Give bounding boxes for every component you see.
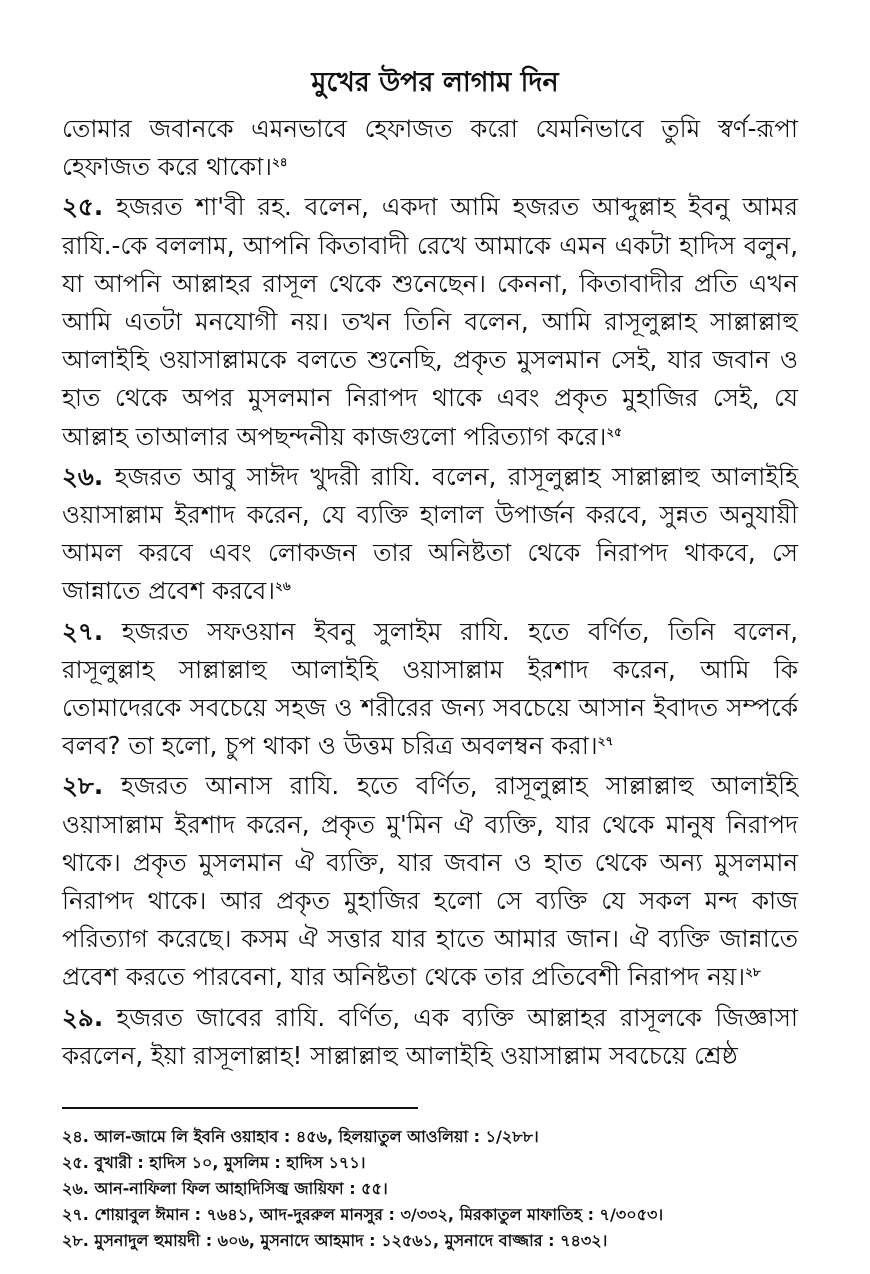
paragraph bbox=[62, 188, 798, 455]
paragraph-number: ২৮. bbox=[62, 771, 104, 801]
footnotes bbox=[62, 1124, 852, 1254]
footnote: ২৭. শোয়াবুল ঈমান : ৭৬৪১, আদ-দুররুল মানসুর : ৩/৩৩২, মিরকাতুল মাফাতিহ : ৭/৩০৫৩। bbox=[62, 1205, 664, 1224]
paragraph bbox=[62, 110, 798, 186]
footnote: ২৮. মুসনাদুল হুমায়দী : ৬০৬, মুসনাদে আহমাদ : ১২৫৬১, মুসনাদে বাজ্জার : ৭৪৩২। bbox=[62, 1231, 608, 1250]
footnote: ২৪. আল-জামে লি ইবনি ওয়াহাব : ৪৫৬, হিলয়াতুল আওলিয়া : ১/২৮৮। bbox=[62, 1127, 539, 1146]
paragraph-text: হজরত শা'বী রহ. বলেন, একদা আমি হজরত আব্দুল্লাহ ইবনু আমর রাযি.-কে বললাম, আপনি কিতাবাদী রেখে আমাকে এমন একটা হাদিস বলুন, যা আপনি আল্লাহর রাসূল থেকে শুনেছেন। কেননা, কিতাবাদীর প্রতি এখন আমি এতটা মনযোগী নয়। তখন তিনি বলেন, আমি রাসূলুল্লাহ সাল্লাল্লাহু আলাইহি ওয়াসাল্লামকে বলতে শুনেছি, প্রকৃত মুসলমান সেই, যার জবান ও হাত থেকে অপর মুসলমান নিরাপদ থাকে এবং প্রকৃত মুহাজির সেই, যে আল্লাহ তাআলার অপছন্দনীয় কাজগুলো পরিত্যাগ করে। bbox=[62, 192, 798, 451]
main-text bbox=[62, 110, 798, 1077]
footnote-ref[interactable]: ২৮ bbox=[745, 965, 761, 980]
paragraph bbox=[62, 458, 798, 611]
paragraph-text: হজরত আবু সাঈদ খুদরী রাযি. বলেন, রাসূলুল্লাহ সাল্লাল্লাহু আলাইহি ওয়াসাল্লাম ইরশাদ করেন, যে ব্যক্তি হালাল উপার্জন করবে, সুন্নত অনুযায়ী আমল করবে এবং লোকজন তার অনিষ্টতা থেকে নিরাপদ থাকবে, সে জান্নাতে প্রবেশ করবে। bbox=[62, 461, 798, 606]
paragraph-text: হজরত সফওয়ান ইবনু সুলাইম রাযি. হতে বর্ণিত, তিনি বলেন, রাসূলুল্লাহ সাল্লাল্লাহু আলাইহি ওয়াসাল্লাম ইরশাদ করেন, আমি কি তোমাদেরকে সবচেয়ে সহজ ও শরীরের জন্য সবচেয়ে আসান ইবাদত সম্পর্কে বলব? তা হলো, চুপ থাকা ও উত্তম চরিত্র অবলম্বন করা। bbox=[62, 616, 798, 761]
paragraph bbox=[62, 767, 798, 996]
footnote-ref[interactable]: ২৬ bbox=[275, 579, 291, 594]
paragraph-number: ২৬. bbox=[62, 461, 104, 491]
paragraph-text: হজরত জাবের রাযি. বর্ণিত, এক ব্যক্তি আল্লাহর রাসূলকে জিজ্ঞাসা করলেন, ইয়া রাসূলাল্লাহ! সাল্লাল্লাহু আলাইহি ওয়াসাল্লাম সবচেয়ে শ্রেষ্ঠ bbox=[62, 1002, 798, 1070]
paragraph-number: ২৯. bbox=[62, 1002, 104, 1032]
paragraph bbox=[62, 613, 798, 766]
paragraph-number: ২৫. bbox=[62, 192, 104, 222]
footnote: ২৫. বুখারী : হাদিস ১০, মুসলিম : হাদিস ১৭১। bbox=[62, 1153, 366, 1172]
footnote-ref[interactable]: ২৫ bbox=[606, 424, 622, 439]
footnote-ref[interactable]: ২৭ bbox=[597, 734, 614, 749]
paragraph-text: হজরত আনাস রাযি. হতে বর্ণিত, রাসূলুল্লাহ সাল্লাল্লাহু আলাইহি ওয়াসাল্লাম ইরশাদ করেন, প্রকৃত মু'মিন ঐ ব্যক্তি, যার থেকে মানুষ নিরাপদ থাকে। প্রকৃত মুসলমান ঐ ব্যক্তি, যার জবান ও হাত থেকে অন্য মুসলমান নিরাপদ থাকে। আর প্রকৃত মুহাজির হলো সে ব্যক্তি যে সকল মন্দ কাজ পরিত্যাগ করেছে। কসম ঐ সত্তার যার হাতে আমার জান। ঐ ব্যক্তি জান্নাতে প্রবেশ করতে পারবেনা, যার অনিষ্টতা থেকে তার প্রতিবেশী নিরাপদ নয়। bbox=[62, 771, 798, 992]
paragraph-text: তোমার জবানকে এমনভাবে হেফাজত করো যেমনিভাবে তুমি স্বর্ণ-রূপা হেফাজত করে থাকো। bbox=[62, 114, 798, 182]
footnote-divider bbox=[62, 1107, 418, 1109]
paragraph bbox=[62, 999, 798, 1075]
footnote-ref[interactable]: ২৪ bbox=[271, 155, 288, 170]
page-title: মুখের উপর লাগাম দিন bbox=[311, 67, 559, 98]
footnote: ২৬. আন-নাফিলা ফিল আহাদিসিজ্ব জায়িফা : ৫৫। bbox=[62, 1179, 388, 1198]
paragraph-number: ২৭. bbox=[62, 616, 104, 646]
